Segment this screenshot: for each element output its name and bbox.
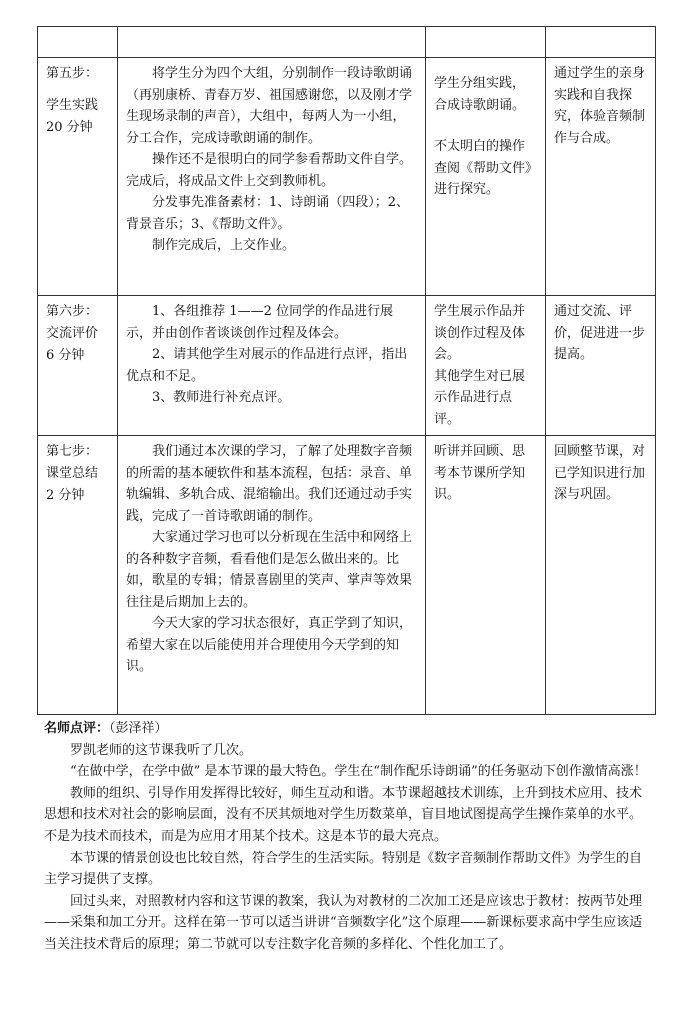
teacher-activity-cell (118, 58, 426, 296)
table-row (38, 296, 656, 436)
activity-paragraph: 分发事先准备素材：1、诗朗诵（四段）；2、背景音乐；3、《帮助文件》。 (126, 195, 410, 232)
activity-paragraph: 1、各组推荐 1——2 位同学的作品进行展示，并由创作者谈谈创作过程及体会。 (126, 304, 394, 341)
step-name: 课堂总结 (46, 466, 99, 481)
purpose-cell (546, 436, 656, 715)
activity-paragraph: 2、请其他学生对展示的作品进行点评，指出优点和不足。 (126, 347, 408, 384)
comment-title: 名师点评： (44, 721, 110, 736)
purpose-text: 通过学生的亲身实践和自我探究，体验音频制作与合成。 (554, 66, 646, 146)
comment-paragraph: 教师的组织、引导作用发挥得比较好，师生互动和谐。本节课超越技术训练，上升到技术应用、技术思想和技术对社会的影响层面，没有不厌其烦地对学生历数菜单，盲目地试图提高学生操作菜单的水平。不是为技术而技术，而是为应用才用某个技术。这是本节的最大亮点。 (44, 785, 643, 844)
step-label: 第七步： (46, 444, 99, 459)
activity-paragraph: 大家通过学习也可以分析现在生活中和网络上的各种数字音频，看看他们是怎么做出来的。比如，歌星的专辑；情景喜剧里的笑声、掌声等效果往往是后期加上去的。 (126, 530, 413, 610)
step-time: 20 分钟 (46, 120, 93, 135)
table-row (38, 58, 656, 296)
activity-paragraph: 我们通过本次课的学习，了解了处理数字音频的所需的基本硬软件和基本流程，包括：录音、单轨编辑、多轨合成、混缩输出。我们还通过动手实践，完成了一首诗歌朗诵的制作。 (126, 444, 413, 524)
blank-cell (118, 27, 426, 58)
activity-paragraph: 今天大家的学习状态很好，真正学到了知识，希望大家在以后能使用并合理使用今天学到的知识。 (126, 616, 413, 674)
step-cell (38, 436, 118, 715)
student-activity-cell (426, 436, 546, 715)
step-time: 6 分钟 (46, 348, 85, 363)
purpose-cell (546, 58, 656, 296)
activity-paragraph: 制作完成后，上交作业。 (152, 238, 296, 253)
student-activity-text: 不太明白的操作查阅《帮助文件》进行探究。 (434, 139, 532, 197)
teacher-activity-cell (118, 436, 426, 715)
activity-paragraph: 3、教师进行补充点评。 (152, 390, 291, 405)
comment-paragraph: 回过头来，对照教材内容和这节课的教案，我认为对教材的二次加工还是应该忠于教材：按两节处理——采集和加工分开。这样在第一节可以适当讲讲“音频数字化”这个原理——新课标要求高中学生应该适当关注技术背后的原理；第二节就可以专注数字化音频的多样化、个性化加工了。 (44, 893, 643, 952)
blank-cell (38, 27, 118, 58)
comment-paragraph: “在做中学，在学中做” 是本节课的最大特色。学生在“制作配乐诗朗诵”的任务驱动下创作激情高涨！ (70, 764, 647, 780)
blank-cell (546, 27, 656, 58)
activity-paragraph: 操作还不是很明白的同学参看帮助文件自学。完成后，将成品文件上交到教师机。 (126, 152, 413, 189)
step-time: 2 分钟 (46, 488, 85, 503)
purpose-text: 回顾整节课，对已学知识进行加深与巩固。 (554, 444, 646, 502)
step-name: 学生实践 (46, 98, 99, 113)
expert-comment-section (44, 718, 650, 956)
purpose-text: 通过交流、评价，促进进一步提高。 (554, 304, 646, 362)
activity-paragraph: 将学生分为四个大组，分别制作一段诗歌朗诵（再别康桥、青春万岁、祖国感谢您，以及刚才学生现场录制的声音），大组中，每两人为一小组，分工合作，完成诗歌朗诵的制作。 (126, 66, 413, 146)
step-label: 第五步： (46, 66, 99, 81)
step-cell (38, 296, 118, 436)
blank-cell (426, 27, 546, 58)
comment-paragraph: 罗凯老师的这节课我听了几次。 (70, 742, 253, 758)
student-activity-text: 学生分组实践，合成诗歌朗诵。 (434, 76, 526, 113)
table-top-row (38, 27, 656, 58)
teacher-activity-cell (118, 296, 426, 436)
student-activity-cell (426, 58, 546, 296)
student-activity-text: 听讲并回顾、思考本节课所学知识。 (434, 444, 526, 502)
student-activity-text: 其他学生对已展示作品进行点评。 (434, 368, 526, 427)
lesson-plan-table (37, 26, 656, 715)
step-cell (38, 58, 118, 296)
table-row (38, 436, 656, 715)
comment-paragraph: 本节课的情景创设也比较自然，符合学生的生活实际。特别是《数字音频制作帮助文件》为学生的自主学习提供了支撑。 (44, 850, 643, 888)
student-activity-cell (426, 296, 546, 436)
comment-author: （彭泽祥） (109, 721, 168, 736)
comment-heading (44, 718, 650, 740)
step-label: 第六步： (46, 304, 99, 319)
purpose-cell (546, 296, 656, 436)
step-name: 交流评价 (46, 326, 99, 341)
student-activity-text: 学生展示作品并谈创作过程及体会。 (434, 304, 526, 362)
